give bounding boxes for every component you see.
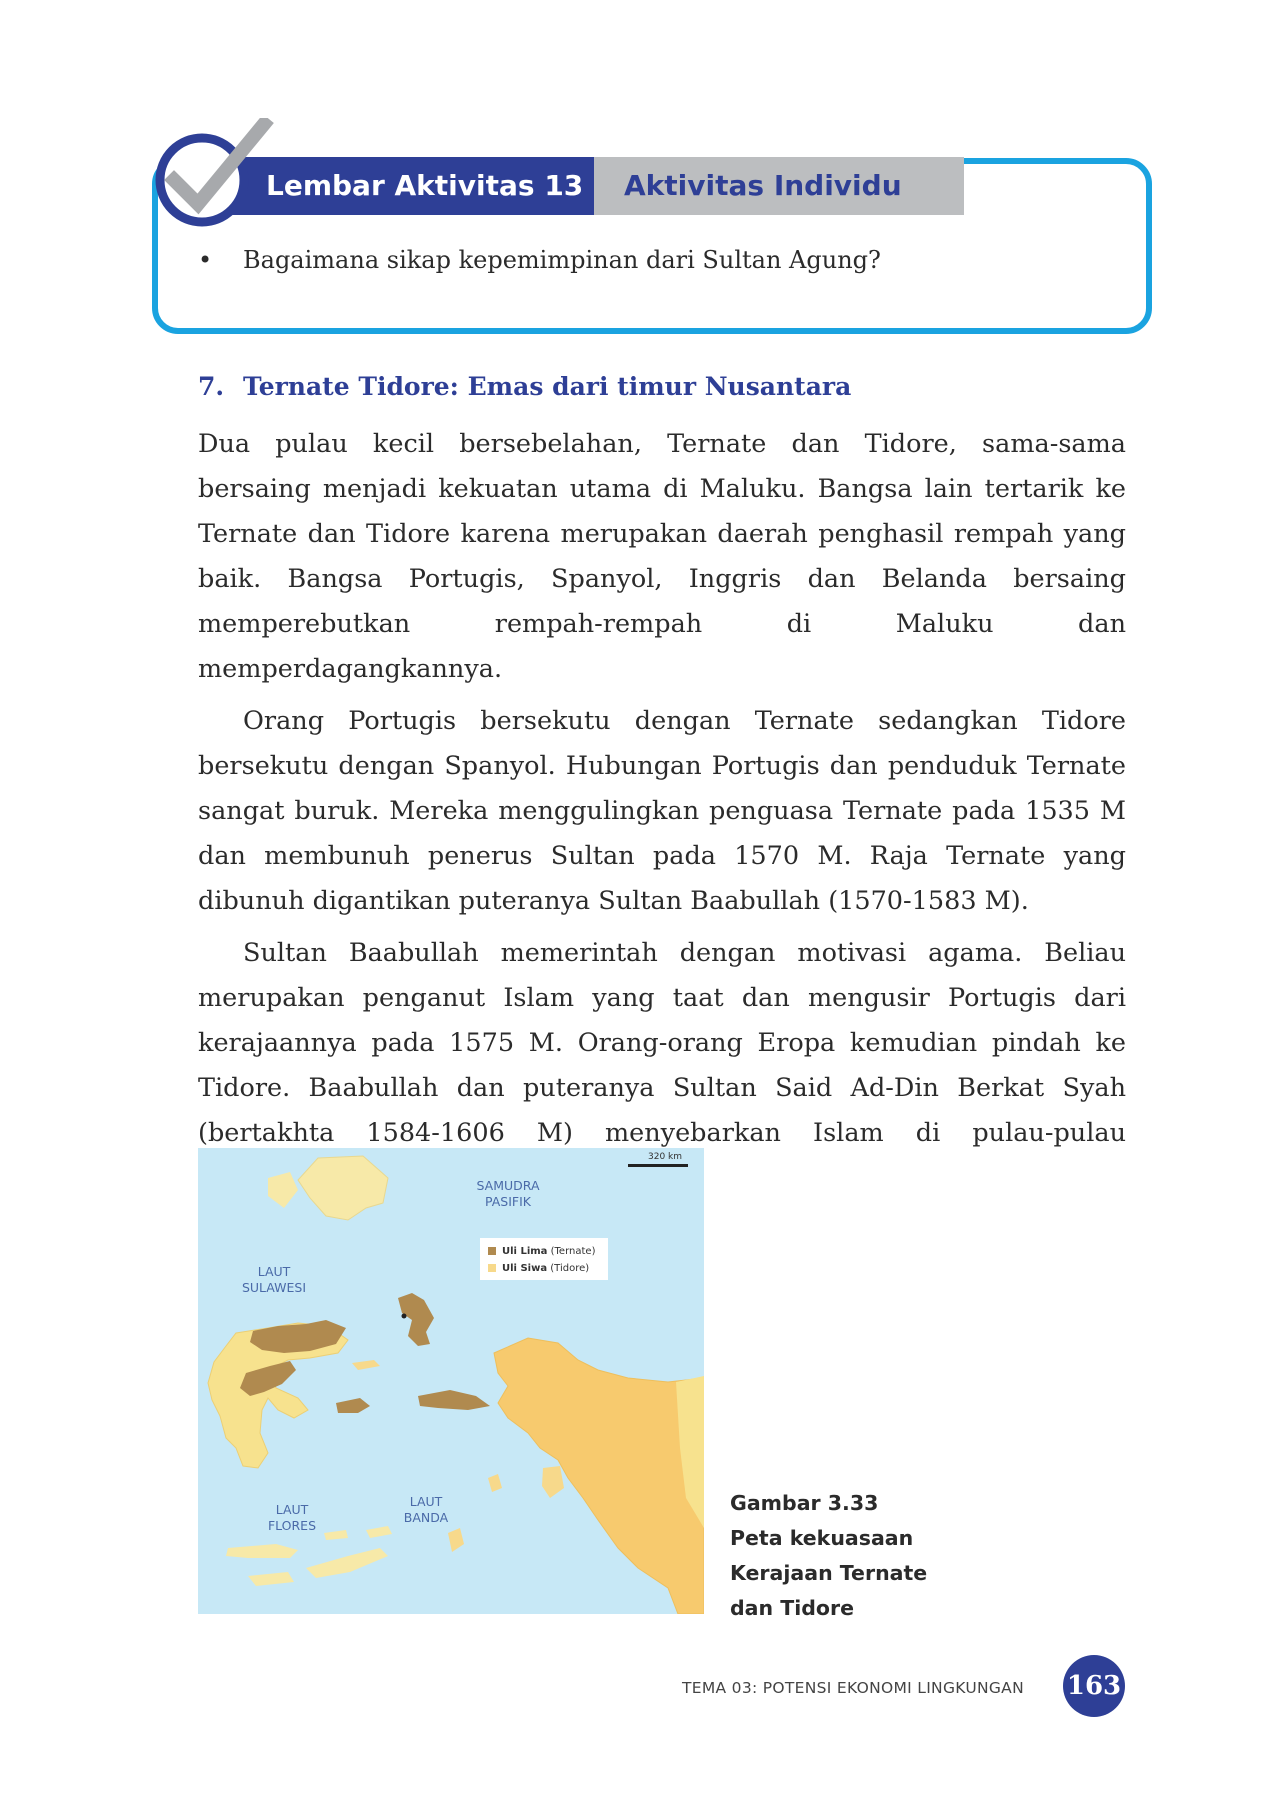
paragraph: Dua pulau kecil bersebelahan, Ternate dan Tidore, sama-sama bersaing menjadi kekuatan utama di Maluku. Bangsa lain tertarik ke Ternate dan Tidore karena merupakan daerah penghasil rempah yang baik. Bangsa Portugis, Spanyol, Inggris dan Belanda bersaing memperebutkan rempah-rempah di Maluku dan memperdagangkannya. [198,429,1126,684]
svg-text:Uli Siwa (Tidore) [502,1263,589,1274]
caption-line: dan Tidore [730,1596,855,1620]
map-figure [198,1148,704,1614]
label-laut-banda-1: LAUT [409,1494,443,1509]
checkmark-icon [150,118,274,236]
label-samudra: SAMUDRA [476,1178,540,1193]
svg-text:Uli Lima (Ternate) [502,1246,596,1257]
legend-tidore-name: Uli Siwa [502,1263,548,1274]
activity-type: Aktivitas Individu [594,157,964,215]
body-text [198,422,1126,1208]
section-number: 7. [198,372,225,401]
label-laut-flores-2: FLORES [267,1518,317,1533]
paragraph: Orang Portugis bersekutu dengan Ternate sedangkan Tidore bersekutu dengan Spanyol. Hubungan Portugis dan penduduk Ternate sangat buruk. Mereka menggulingkan penguasa Ternate pada 1535 M dan membunuh penerus Sultan pada 1570 M. Raja Ternate yang dibunuh digantikan puteranya Sultan Baabullah (1570-1583 M). [198,706,1126,916]
paragraph: Sultan Baabullah memerintah dengan motivasi agama. Beliau merupakan penganut Islam yang taat dan mengusir Portugis dari kerajaannya pada 1575 M. Orang-orang Eropa kemudian pindah ke Tidore. Baabullah dan puteranya Sultan Said Ad-Din Berkat Syah (bertakhta 1584-1606 M) menyebarkan Islam di pulau-pulau [198,938,1126,1148]
activity-question [198,246,881,274]
legend-swatch-tidore [488,1264,496,1272]
ternate-marker [402,1314,407,1319]
map-scale-bar [628,1164,688,1167]
legend-ternate-note: (Ternate) [550,1246,596,1257]
bullet: • [198,246,213,274]
caption-line: Gambar 3.33 [730,1491,879,1515]
legend-ternate-name: Uli Lima [502,1246,548,1257]
map-scale-label: 320 km [648,1152,683,1162]
label-laut-banda-2: BANDA [403,1510,449,1525]
footer-theme: TEMA 03: POTENSI EKONOMI LINGKUNGAN [682,1679,1024,1697]
section-title: Ternate Tidore: Emas dari timur Nusantara [243,372,852,401]
label-laut-sulawesi-1: LAUT [257,1264,291,1279]
page-number: 163 [1063,1655,1125,1717]
section-heading [198,372,851,401]
label-laut-sulawesi-2: SULAWESI [241,1280,307,1295]
question-text: Bagaimana sikap kepemimpinan dari Sultan Agung? [243,246,881,274]
legend-tidore-note: (Tidore) [550,1263,590,1274]
caption-line: Kerajaan Ternate [730,1561,928,1585]
label-pasifik: PASIFIK [485,1194,531,1209]
activity-title: Lembar Aktivitas 13 [218,157,594,215]
caption-line: Peta kekuasaan [730,1526,914,1550]
figure-caption [730,1486,927,1626]
map-svg [198,1148,704,1614]
legend-swatch-ternate [488,1247,496,1255]
label-laut-flores-1: LAUT [275,1502,309,1517]
